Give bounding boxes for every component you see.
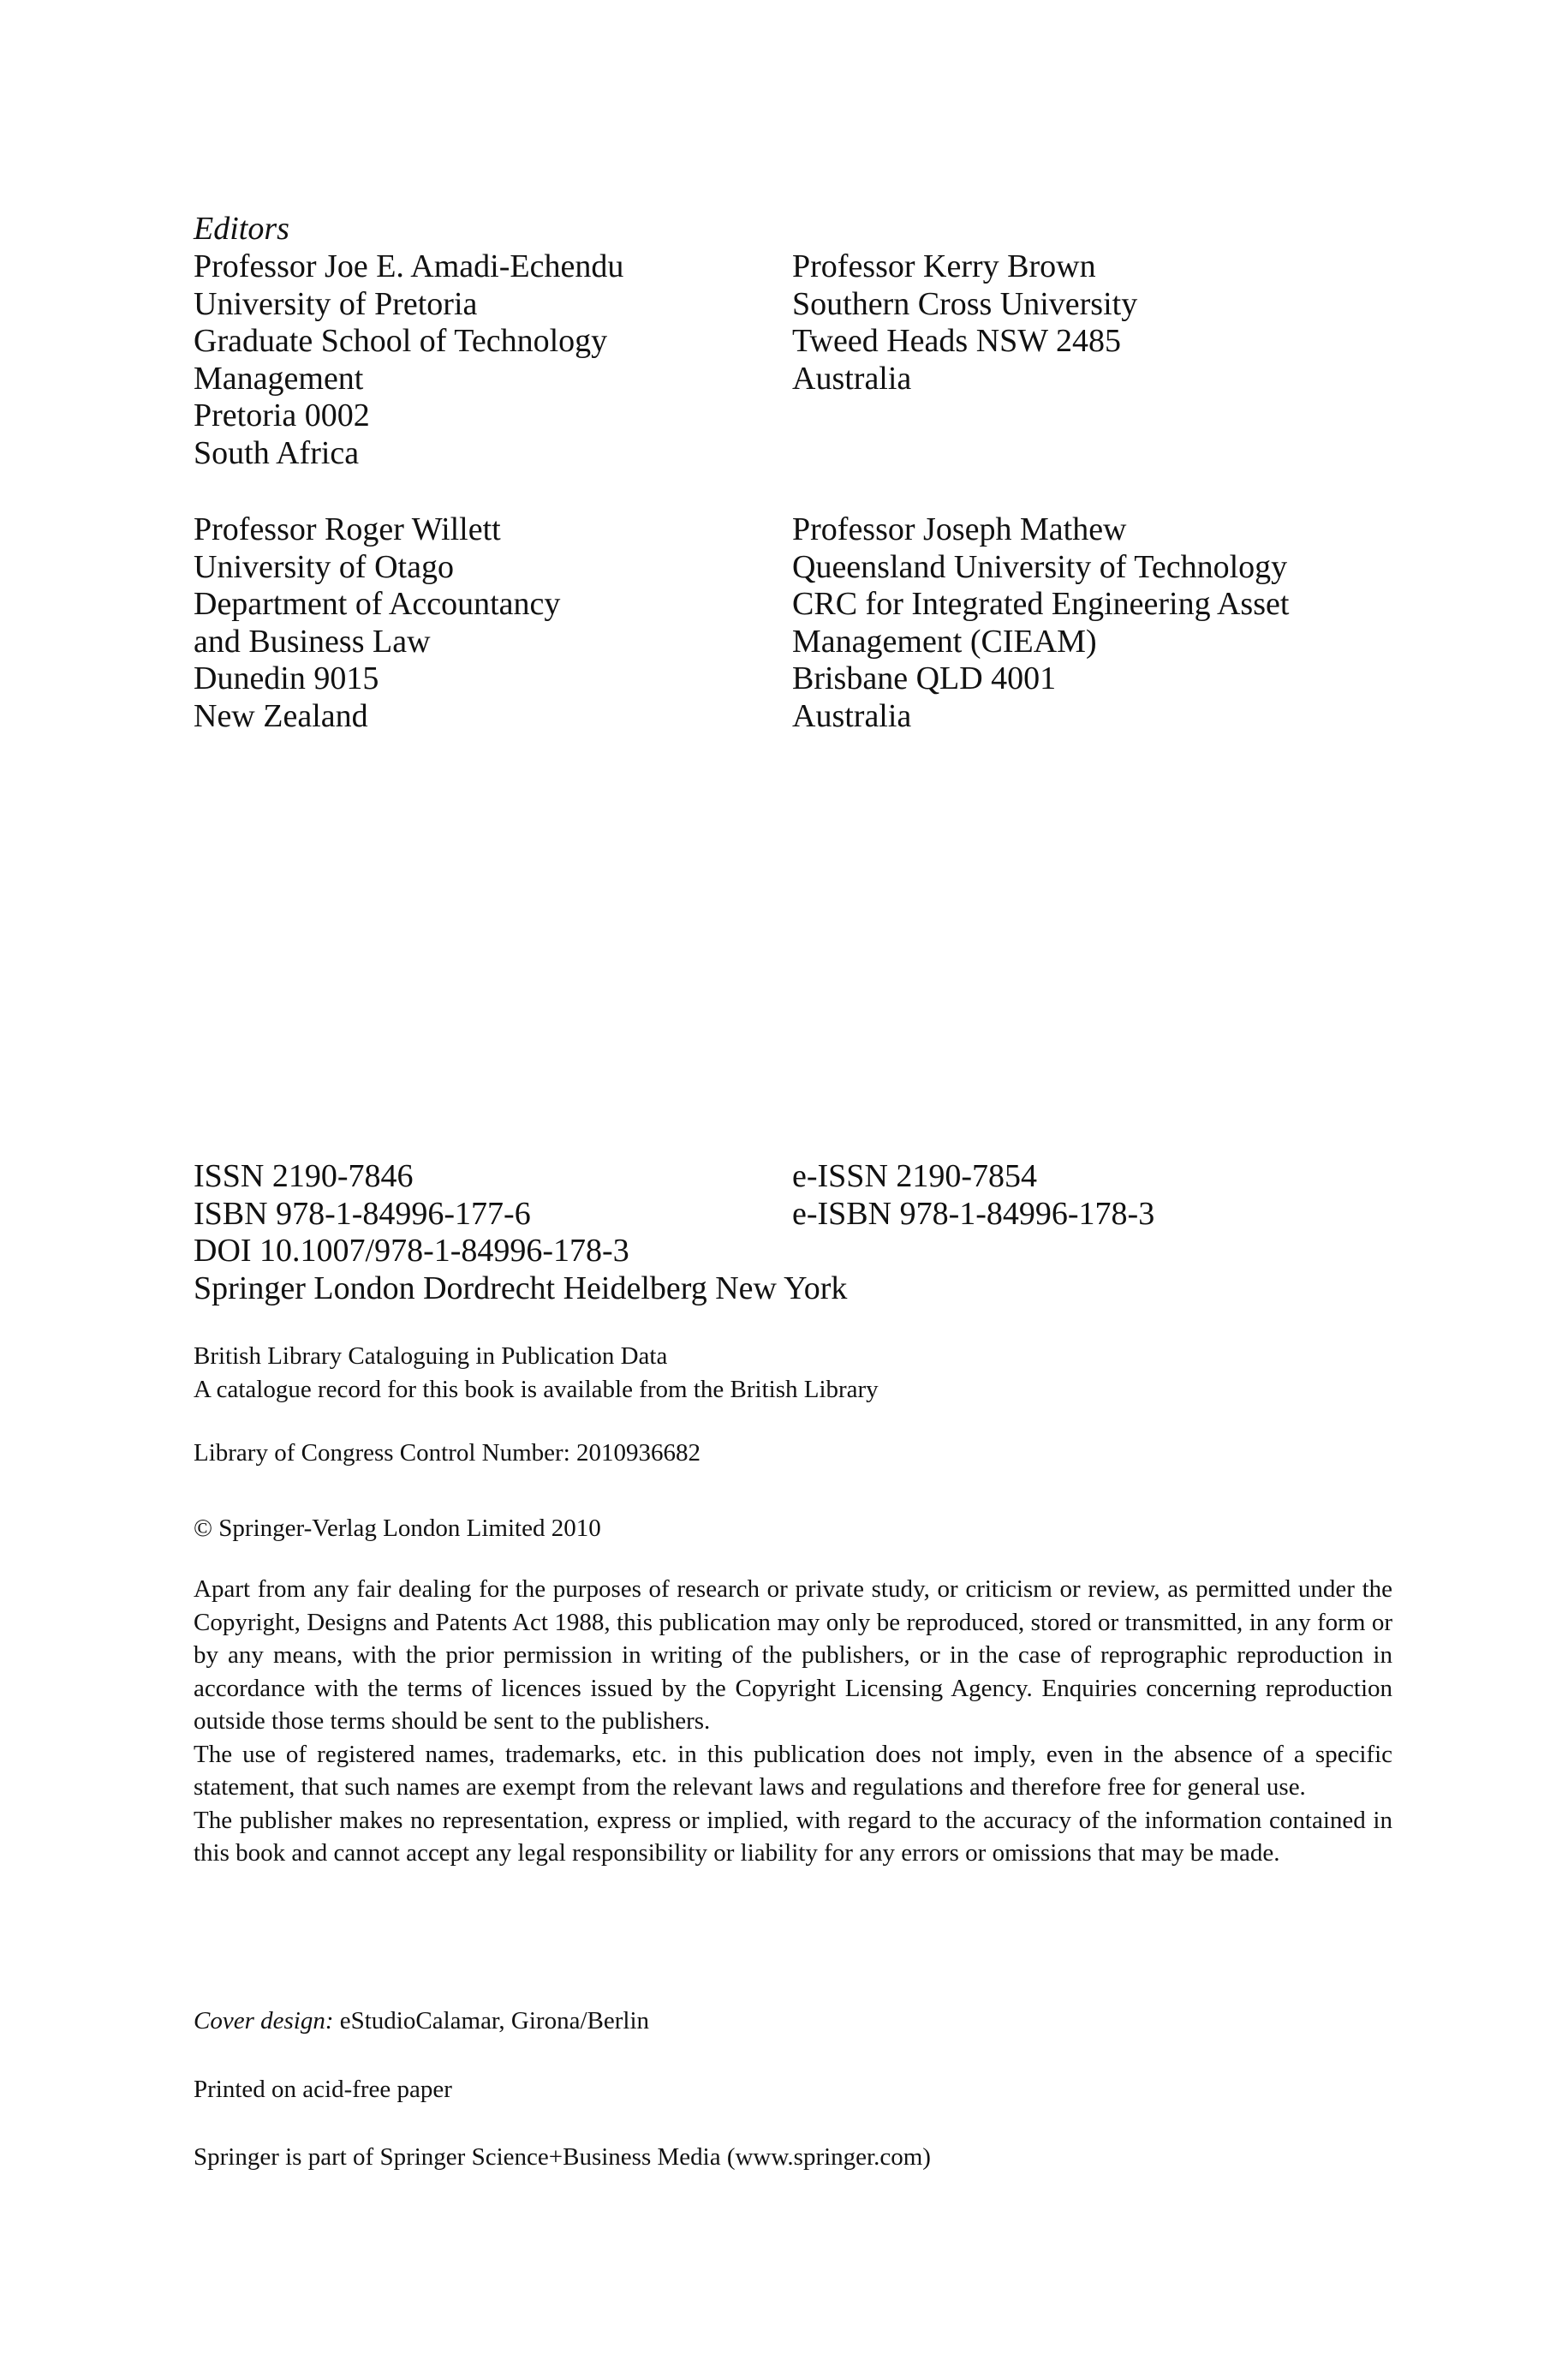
editor-affiliation-line: and Business Law xyxy=(194,623,431,660)
springer-note: Springer is part of Springer Science+Business Media (www.springer.com) xyxy=(194,2143,931,2171)
editor-affiliation-line: Southern Cross University xyxy=(792,285,1138,322)
cataloguing-line: British Library Cataloguing in Publication Data xyxy=(194,1342,668,1370)
isbn: ISBN 978-1-84996-177-6 xyxy=(194,1195,531,1232)
eisbn: e-ISBN 978-1-84996-178-3 xyxy=(792,1195,1155,1232)
doi: DOI 10.1007/978-1-84996-178-3 xyxy=(194,1233,629,1269)
editor-willett xyxy=(194,511,560,735)
editor-affiliation-line: Australia xyxy=(792,360,912,397)
editor-amadi-echendu xyxy=(194,248,623,472)
editor-affiliation-line: Tweed Heads NSW 2485 xyxy=(792,323,1121,359)
editor-name: Professor Joe E. Amadi-Echendu xyxy=(194,248,624,284)
editor-affiliation-line: Australia xyxy=(792,697,912,734)
editor-affiliation-line: Pretoria 0002 xyxy=(194,397,370,433)
printed-note: Printed on acid-free paper xyxy=(194,2076,452,2103)
legal-paragraph: Apart from any fair dealing for the purposes of research or private study, or criticism or review, as permitted under the Copyright, Designs and Patents Act 1988, this publication may only be reproduced, stored or transmitted, in any form or by any means, with the prior permission in writing of the publishers, or in the case of reprographic reproduction in accordance with the terms of licences issued by the Copyright Licensing Agency. Enquiries concerning reproduction outside those terms should be sent to the publishers. xyxy=(194,1575,1392,1735)
editor-affiliation-line: South Africa xyxy=(194,434,360,471)
editor-affiliation-line: Management xyxy=(194,360,364,397)
editor-affiliation-line: New Zealand xyxy=(194,697,368,734)
editor-name: Professor Kerry Brown xyxy=(792,248,1096,284)
editor-affiliation-line: Graduate School of Technology xyxy=(194,323,608,359)
editor-brown xyxy=(792,248,1137,397)
editor-affiliation-line: Department of Accountancy xyxy=(194,586,561,622)
editor-affiliation-line: Dunedin 9015 xyxy=(194,660,379,696)
editor-affiliation-line: CRC for Integrated Engineering Asset xyxy=(792,586,1290,622)
eissn: e-ISSN 2190-7854 xyxy=(792,1158,1038,1194)
copyright-notice: © Springer-Verlag London Limited 2010 xyxy=(194,1515,601,1542)
cover-design-value: eStudioCalamar, Girona/Berlin xyxy=(333,2007,650,2034)
loc-control-number: Library of Congress Control Number: 2010936682 xyxy=(194,1439,701,1467)
editor-affiliation-line: University of Pretoria xyxy=(194,285,478,322)
legal-text xyxy=(194,1573,1392,1870)
cover-design-label: Cover design: xyxy=(194,2007,334,2034)
cataloguing-line: A catalogue record for this book is available from the British Library xyxy=(194,1375,879,1403)
cataloguing-data xyxy=(194,1340,879,1406)
editor-affiliation-line: Queensland University of Technology xyxy=(792,548,1288,585)
identifiers-left xyxy=(194,1158,847,1307)
editors-heading: Editors xyxy=(194,211,289,247)
editor-affiliation-line: Management (CIEAM) xyxy=(792,623,1097,660)
issn: ISSN 2190-7846 xyxy=(194,1158,414,1194)
legal-paragraph: The publisher makes no representation, express or implied, with regard to the accuracy of the information contained in this book and cannot accept any legal responsibility or liability for any errors or omissions that may be made. xyxy=(194,1806,1392,1867)
editor-name: Professor Joseph Mathew xyxy=(792,511,1127,547)
editor-mathew xyxy=(792,511,1289,735)
identifiers-right xyxy=(792,1158,1154,1233)
publisher-locations: Springer London Dordrecht Heidelberg New York xyxy=(194,1270,848,1306)
cover-design xyxy=(194,2005,649,2038)
editor-affiliation-line: University of Otago xyxy=(194,548,454,585)
editor-affiliation-line: Brisbane QLD 4001 xyxy=(792,660,1057,696)
legal-paragraph: The use of registered names, trademarks, etc. in this publication does not imply, even in the absence of a specific statement, that such names are exempt from the relevant laws and regulations and therefore free for general use. xyxy=(194,1740,1392,1801)
editor-name: Professor Roger Willett xyxy=(194,511,501,547)
